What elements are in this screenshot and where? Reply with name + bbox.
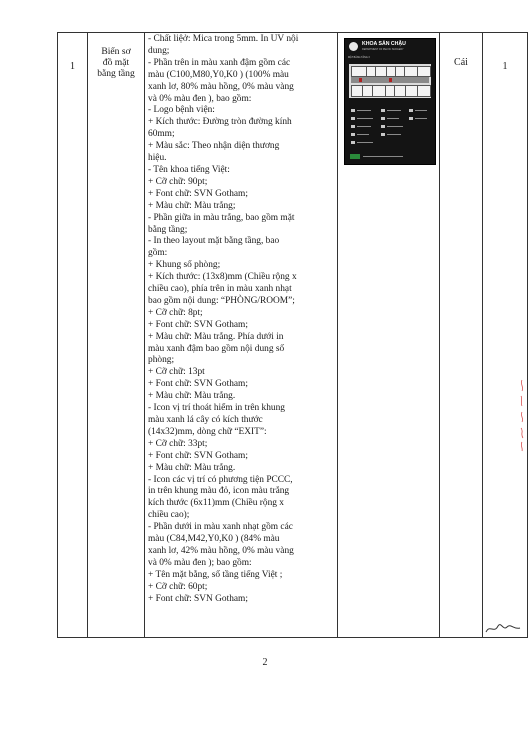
description-line: chiều cao), phía trên in màu xanh nhạt [148, 284, 292, 295]
description-line: - Phần trên in màu xanh đậm gồm các [148, 57, 291, 68]
page-number: 2 [262, 657, 268, 668]
description-line: xanh lơ, 42% màu hồng, 0% màu vàng [148, 545, 294, 556]
fire-equipment-icon [359, 78, 362, 82]
handwritten-margin-note [516, 378, 528, 453]
row-number: 1 [58, 33, 88, 638]
description-line: màu (C84,M42,Y0,K0 ) (84% màu [148, 534, 280, 545]
description-line: màu (C100,M80,Y0,K0 ) (100% màu [148, 69, 289, 80]
description-line: in trên khung màu đỏ, icon màu trắng [148, 486, 290, 497]
item-name [88, 33, 145, 638]
description-line: + Màu chữ: Màu trắng; [148, 200, 236, 211]
description-line: + Cỡ chữ: 33pt; [148, 438, 208, 449]
quantity: 1 [483, 33, 528, 638]
item-name-line: Biển sơ [101, 46, 131, 57]
description-line: + Màu chữ: Màu trắng. [148, 462, 236, 473]
description-line: + Kích thước: (13x8)mm (Chiều rộng x [148, 272, 297, 283]
description-line: + Font chữ: SVN Gotham; [148, 188, 248, 199]
description-line: và 0% màu đen ), bao gồm: [148, 93, 252, 104]
description-line: màu xanh lá cây có kích thước [148, 415, 263, 425]
description-line: + Cỡ chữ: 90pt; [148, 176, 208, 187]
description-line: phòng; [148, 355, 175, 366]
sign-subtitle: DEPARTMENT OF PELVIC SURGERY [362, 48, 404, 51]
item-table [57, 32, 528, 638]
description-line: + Màu chữ: Màu trắng. [148, 391, 236, 402]
description-line: dung; [148, 45, 170, 56]
description-line: bằng tầng; [148, 224, 188, 235]
description-line: + Cỡ chữ: 60pt; [148, 581, 208, 592]
unit: Cái [440, 33, 483, 638]
description-line: xanh lơ, 80% màu hồng, 0% màu vàng [148, 81, 294, 92]
description-line: - In theo layout mặt bằng tầng, bao [148, 236, 280, 247]
description-line: + Khung số phòng; [148, 260, 221, 271]
description-line: + Màu chữ: Màu trắng. Phía dưới in [148, 331, 284, 342]
description-line: - Icon các vị trí có phương tiện PCCC, [148, 474, 293, 485]
table-row [58, 33, 528, 638]
description-line: - Logo bệnh viện: [148, 105, 215, 116]
item-name-line: bằng tầng [97, 68, 135, 79]
description-line: - Phần giữa in màu trắng, bao gồm mặt [148, 212, 295, 223]
description-line: - Tên khoa tiếng Việt: [148, 164, 230, 175]
description-line: màu xanh đậm bao gồm nội dung số [148, 343, 285, 354]
description-line: - Chất liệở: Mica trong 5mm. In UV nội [148, 34, 299, 44]
sign-footer [350, 153, 430, 161]
description-line: + Kích thước: Đường tròn đường kính [148, 117, 292, 128]
description-line: + Tên mặt bằng, số tầng tiếng Việt ; [148, 569, 283, 580]
item-description [145, 33, 338, 638]
description-line: + Font chữ: SVN Gotham; [148, 319, 248, 330]
floor-plan-map [349, 64, 431, 98]
description-line: (14x32)mm, dòng chữ “EXIT”: [148, 426, 267, 437]
description-line: + Font chữ: SVN Gotham; [148, 593, 248, 604]
description-line: + Font chữ: SVN Gotham; [148, 450, 248, 461]
description-line: bao gồm nội dung: “PHÒNG/ROOM”; [148, 295, 295, 306]
hospital-logo-icon [349, 42, 358, 51]
description-line: - Icon vị trí thoát hiểm in trên khung [148, 403, 285, 414]
description-line: và 0% màu đen ); bao gồm: [148, 557, 252, 568]
sign-floor-label: MẶT BẰNG TẦNG 3 [348, 56, 370, 59]
description-line: + Font chữ: SVN Gotham; [148, 379, 248, 390]
description-line: 60mm; [148, 129, 175, 140]
description-line: gồm: [148, 248, 168, 259]
description-line: hiệu. [148, 153, 167, 164]
description-line: + Màu sắc: Theo nhận diện thương [148, 141, 280, 152]
description-line: + Cỡ chữ: 8pt; [148, 307, 203, 318]
description-line: kích thước (6x11)mm (Chiều rộng x [148, 498, 284, 509]
description-line: - Phần dưới in màu xanh nhạt gồm các [148, 522, 293, 533]
signature-mark [484, 614, 524, 636]
sign-title: KHOA SẢN CHẬU [362, 41, 406, 47]
sign-image-cell [338, 33, 440, 638]
description-line: chiều cao); [148, 510, 190, 521]
sign-legend [351, 109, 431, 151]
exit-icon [350, 154, 360, 159]
item-name-line: đồ mặt [102, 57, 130, 68]
fire-equipment-icon [389, 78, 392, 82]
floor-plan-sign-image [344, 38, 436, 165]
description-line: + Cỡ chữ: 13pt [148, 367, 205, 378]
sign-header [345, 39, 435, 57]
